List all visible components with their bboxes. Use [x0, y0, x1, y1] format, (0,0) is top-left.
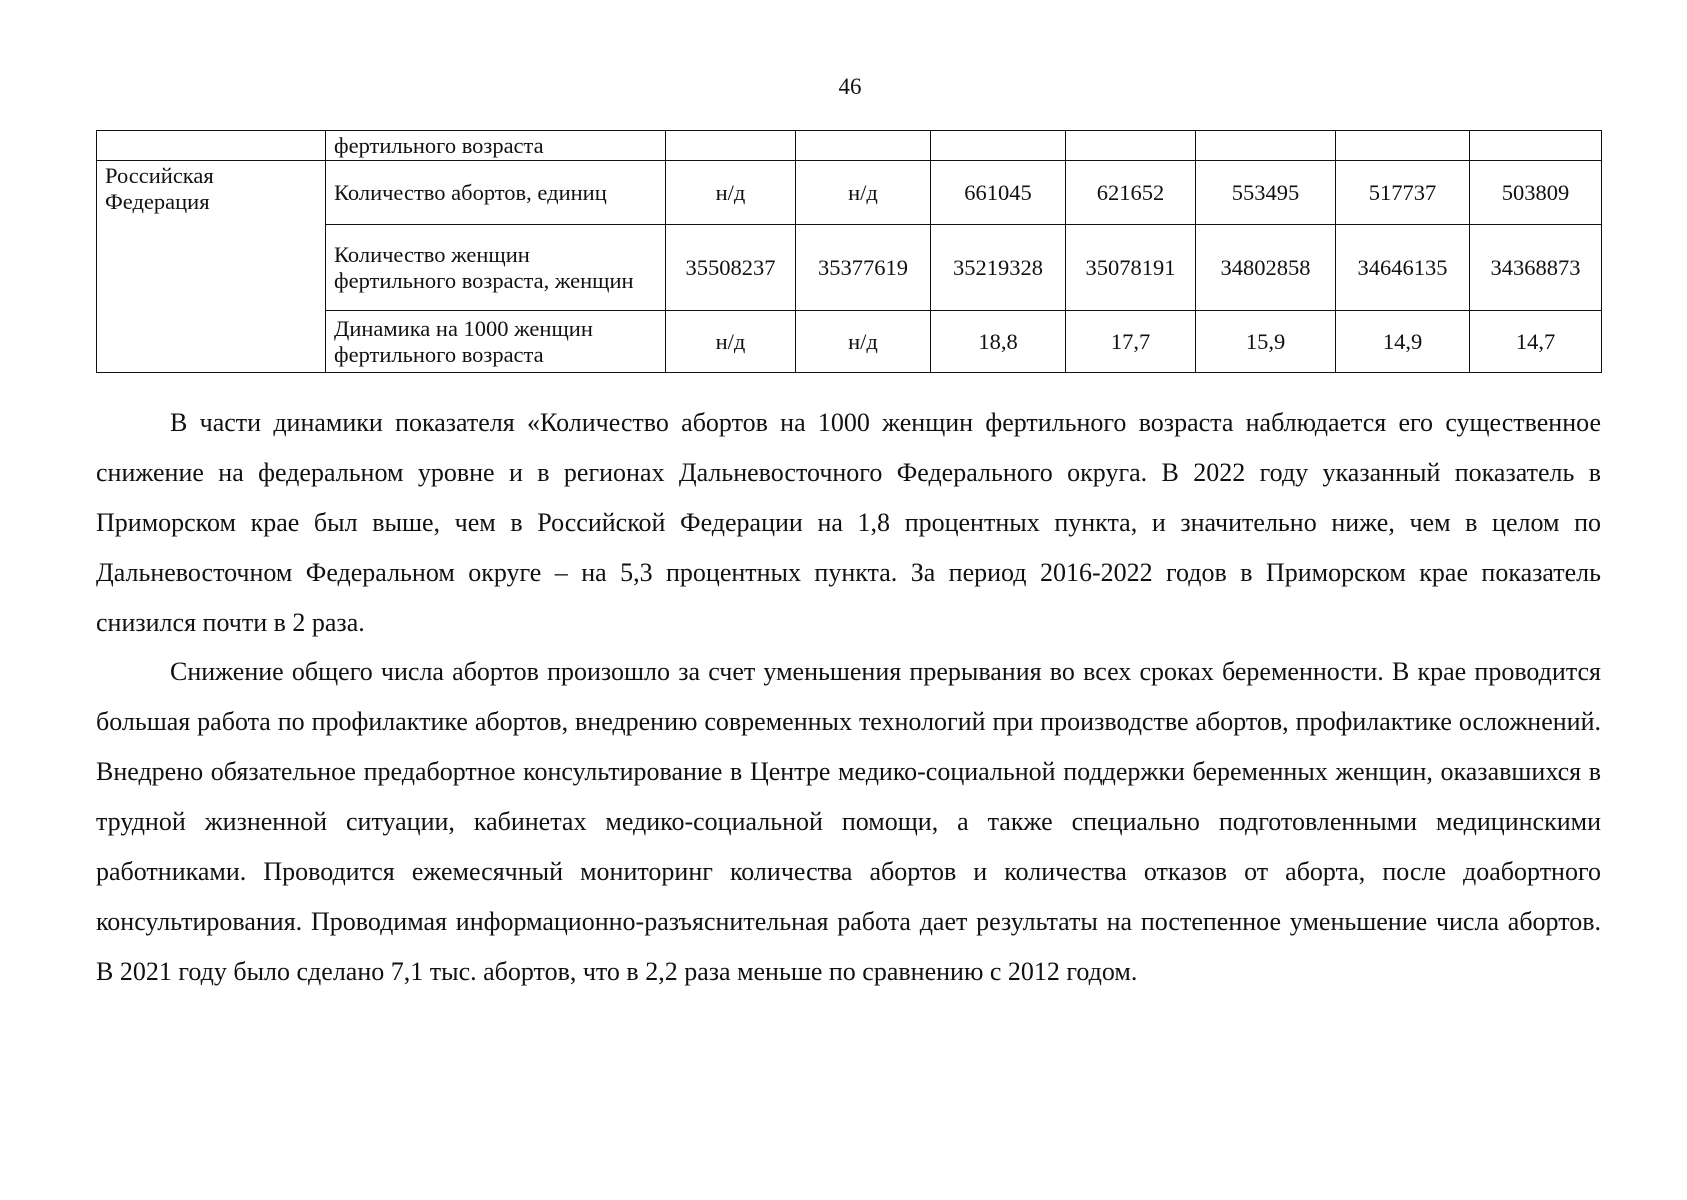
- value-cell: 35508237: [666, 225, 796, 311]
- statistics-table: [96, 130, 1602, 373]
- table-row-abortions-count: [97, 161, 1602, 225]
- value-cell: 35078191: [1066, 225, 1196, 311]
- value-cell: 18,8: [931, 311, 1066, 373]
- table-cell-empty: [1336, 131, 1470, 161]
- value-cell: 553495: [1196, 161, 1336, 225]
- body-paragraph: В части динамики показателя «Количество абортов на 1000 женщин фертильного возраста наблюдается его существенное снижение на федеральном уровне и в регионах Дальневосточного Федерального округа. В 2022 году указанный показатель в Приморском крае был выше, чем в Российской Федерации на 1,8 процентных пункта, и значительно ниже, чем в целом по Дальневосточном Федеральном округе – на 5,3 процентных пункта. За период 2016-2022 годов в Приморском крае показатель снизился почти в 2 раза.: [96, 408, 1601, 637]
- table-cell-empty: [796, 131, 931, 161]
- value-cell: 34368873: [1470, 225, 1602, 311]
- value-cell: 621652: [1066, 161, 1196, 225]
- value-cell: н/д: [796, 311, 931, 373]
- table-cell-empty: [666, 131, 796, 161]
- value-cell: 35377619: [796, 225, 931, 311]
- table-cell-empty: [97, 131, 326, 161]
- table-row-continuation: [97, 131, 1602, 161]
- region-cell: Российская Федерация: [97, 161, 326, 373]
- value-cell: н/д: [666, 161, 796, 225]
- value-cell: 17,7: [1066, 311, 1196, 373]
- value-cell: 35219328: [931, 225, 1066, 311]
- value-cell: н/д: [666, 311, 796, 373]
- page-number: 46: [838, 74, 862, 99]
- table-cell-empty: [931, 131, 1066, 161]
- value-cell: 661045: [931, 161, 1066, 225]
- indicator-cell: Количество женщин фертильного возраста, женщин: [326, 225, 666, 311]
- value-cell: н/д: [796, 161, 931, 225]
- indicator-cell: Количество абортов, единиц: [326, 161, 666, 225]
- table-cell-empty: [1470, 131, 1602, 161]
- table-cell-empty: [1196, 131, 1336, 161]
- value-cell: 14,7: [1470, 311, 1602, 373]
- body-paragraph: Снижение общего числа абортов произошло за счет уменьшения прерывания во всех сроках беременности. В крае проводится большая работа по профилактике абортов, внедрению современных технологий при производстве абортов, профилактике осложнений. Внедрено обязательное предабортное консультирование в Центре медико-социальной поддержки беременных женщин, оказавшихся в трудной жизненной ситуации, кабинетах медико-социальной помощи, а также специально подготовленными медицинскими работниками. Проводится ежемесячный мониторинг количества абортов и количества отказов от аборта, после доабортного консультирования. Проводимая информационно-разъяснительная работа дает результаты на постепенное уменьшение числа абортов. В 2021 году было сделано 7,1 тыс. абортов, что в 2,2 раза меньше по сравнению с 2012 годом.: [96, 657, 1601, 986]
- value-cell: 34646135: [1336, 225, 1470, 311]
- table-cell-empty: [1066, 131, 1196, 161]
- value-cell: 15,9: [1196, 311, 1336, 373]
- value-cell: 503809: [1470, 161, 1602, 225]
- value-cell: 34802858: [1196, 225, 1336, 311]
- indicator-cell: Динамика на 1000 женщин фертильного возраста: [326, 311, 666, 373]
- table-row-label: фертильного возраста: [326, 131, 666, 161]
- value-cell: 14,9: [1336, 311, 1470, 373]
- value-cell: 517737: [1336, 161, 1470, 225]
